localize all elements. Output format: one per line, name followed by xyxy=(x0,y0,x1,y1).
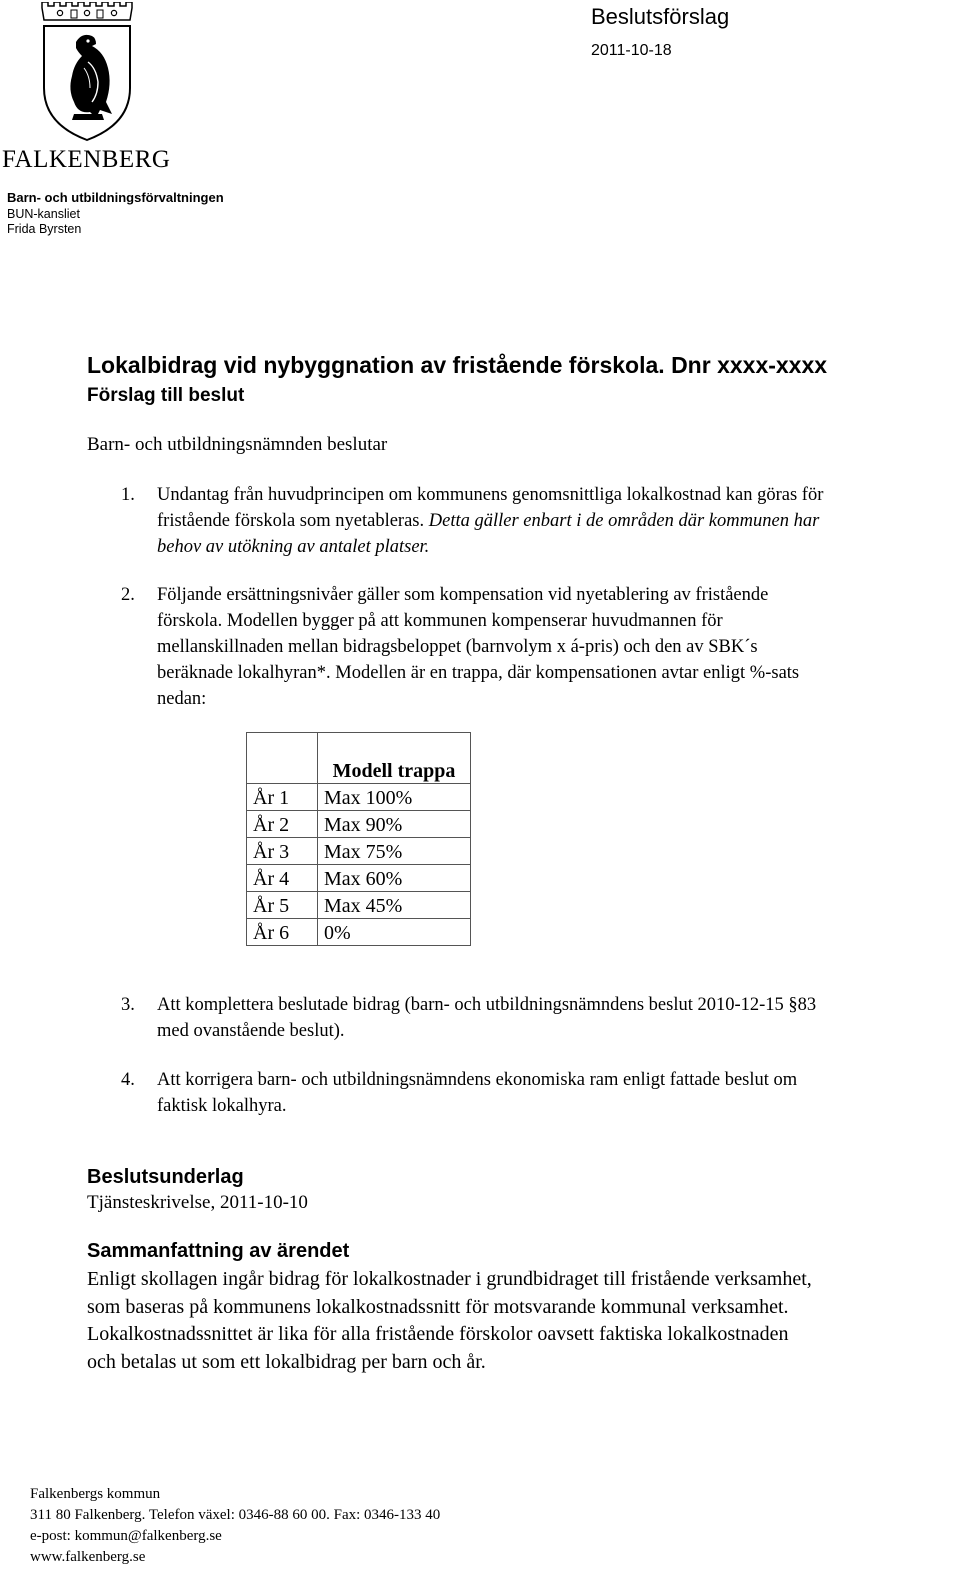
table-cell-value: Max 45% xyxy=(318,892,471,919)
table-cell-value: 0% xyxy=(318,919,471,946)
table-row xyxy=(247,838,471,865)
footer-org: Falkenbergs kommun xyxy=(30,1486,161,1502)
item-text-line xyxy=(157,660,957,686)
summary-line: Lokalkostnadssnittet är lika för alla fristående förskolor oavsett faktiska lokalkostnaden xyxy=(87,1323,789,1345)
table-row xyxy=(247,892,471,919)
footer xyxy=(30,1484,440,1568)
item-text-line xyxy=(157,508,957,534)
item-text-line: med ovanstående beslut). xyxy=(157,1021,345,1041)
document-type: Beslutsförslag xyxy=(591,4,730,29)
footer-email: e-post: kommun@falkenberg.se xyxy=(30,1528,222,1544)
item-number: 1. xyxy=(121,485,135,505)
table-header-row xyxy=(247,733,471,784)
proposal-heading: Förslag till beslut xyxy=(87,385,245,406)
item-text-line xyxy=(157,608,957,634)
item-number: 2. xyxy=(121,585,135,605)
basis-text: Tjänsteskrivelse, 2011-10-10 xyxy=(87,1192,308,1213)
decision-item-3 xyxy=(121,992,957,1044)
table-header: Modell trappa xyxy=(318,733,471,784)
decision-item-4 xyxy=(121,1067,957,1119)
item-text-segment: beräknade lokalhyran*. xyxy=(157,663,336,683)
table-cell-value: Max 90% xyxy=(318,811,471,838)
table-cell-year: År 5 xyxy=(247,892,318,919)
municipality-name: FALKENBERG xyxy=(2,146,171,173)
decision-item-2 xyxy=(121,582,957,712)
summary-heading: Sammanfattning av ärendet xyxy=(87,1240,350,1262)
item-text-line: Undantag från huvudprincipen om kommunens genomsnittliga lokalkostnad kan göras för xyxy=(157,485,824,505)
page-title: Lokalbidrag vid nybyggnation av fristående förskola. Dnr xxxx-xxxx xyxy=(87,352,828,378)
sender-person: Frida Byrsten xyxy=(7,222,82,236)
table-cell-year: År 6 xyxy=(247,919,318,946)
item-number: 3. xyxy=(121,995,135,1015)
document-date: 2011-10-18 xyxy=(591,42,672,59)
summary-line: Enligt skollagen ingår bidrag för lokalkostnader i grundbidraget till fristående verksamhet, xyxy=(87,1268,812,1290)
table-cell-year: År 3 xyxy=(247,838,318,865)
table-cell-year: År 1 xyxy=(247,784,318,811)
item-text-segment: Modellen bygger på att kommunen kompenserar huvudmannen för xyxy=(226,611,723,631)
compensation-model-table xyxy=(246,732,471,946)
item-text-line: nedan: xyxy=(157,689,207,709)
summary-text xyxy=(87,1266,957,1376)
table-cell-value: Max 75% xyxy=(318,838,471,865)
basis-heading: Beslutsunderlag xyxy=(87,1166,244,1188)
table-row xyxy=(247,811,471,838)
table-cell-empty xyxy=(247,733,318,784)
item-text-line: mellanskillnaden mellan bidragsbeloppet (barnvolym x á-pris) och den av SBK´s xyxy=(157,637,758,657)
table-cell-value: Max 60% xyxy=(318,865,471,892)
item-number: 4. xyxy=(121,1070,135,1090)
summary-line: och betalas ut som ett lokalbidrag per barn och år. xyxy=(87,1350,486,1373)
table-cell-year: År 2 xyxy=(247,811,318,838)
table-cell-value: Max 100% xyxy=(318,784,471,811)
table-row xyxy=(247,784,471,811)
footer-website: www.falkenberg.se xyxy=(30,1549,146,1565)
sender-office: BUN-kansliet xyxy=(7,207,80,221)
item-text-line: faktisk lokalhyra. xyxy=(157,1096,287,1116)
sender-department: Barn- och utbildningsförvaltningen xyxy=(7,190,224,205)
item-text-line: Att korrigera barn- och utbildningsnämndens ekonomiska ram enligt fattade beslut om xyxy=(157,1070,798,1090)
item-text-line: Följande ersättningsnivåer gäller som kompensation vid nyetablering av fristående xyxy=(157,585,769,605)
proposal-intro: Barn- och utbildningsnämnden beslutar xyxy=(87,434,388,455)
item-text-line: Att komplettera beslutade bidrag (barn- och utbildningsnämndens beslut 2010-12-15 §83 xyxy=(157,995,817,1015)
table-row xyxy=(247,919,471,946)
item-text-segment: förskola. xyxy=(157,611,227,631)
item-text-segment: Modellen är en trappa, där kompensationen avtar enligt %-sats xyxy=(335,663,800,683)
table-cell-year: År 4 xyxy=(247,865,318,892)
item-text-emphasis: Detta gäller enbart i de områden där kommunen har xyxy=(428,511,820,531)
decision-item-1 xyxy=(121,482,957,560)
table-row xyxy=(247,865,471,892)
item-text-segment: fristående förskola som nyetableras. xyxy=(157,511,429,531)
falcon-coat-of-arms-icon xyxy=(38,2,136,147)
item-text-emphasis: behov av utökning av antalet platser. xyxy=(157,537,430,557)
footer-address: 311 80 Falkenberg. Telefon växel: 0346-88 60 00. Fax: 0346-133 40 xyxy=(30,1507,441,1523)
summary-line: som baseras på kommunens lokalkostnadssnitt för motsvarande kommunal verksamhet. xyxy=(87,1295,789,1318)
